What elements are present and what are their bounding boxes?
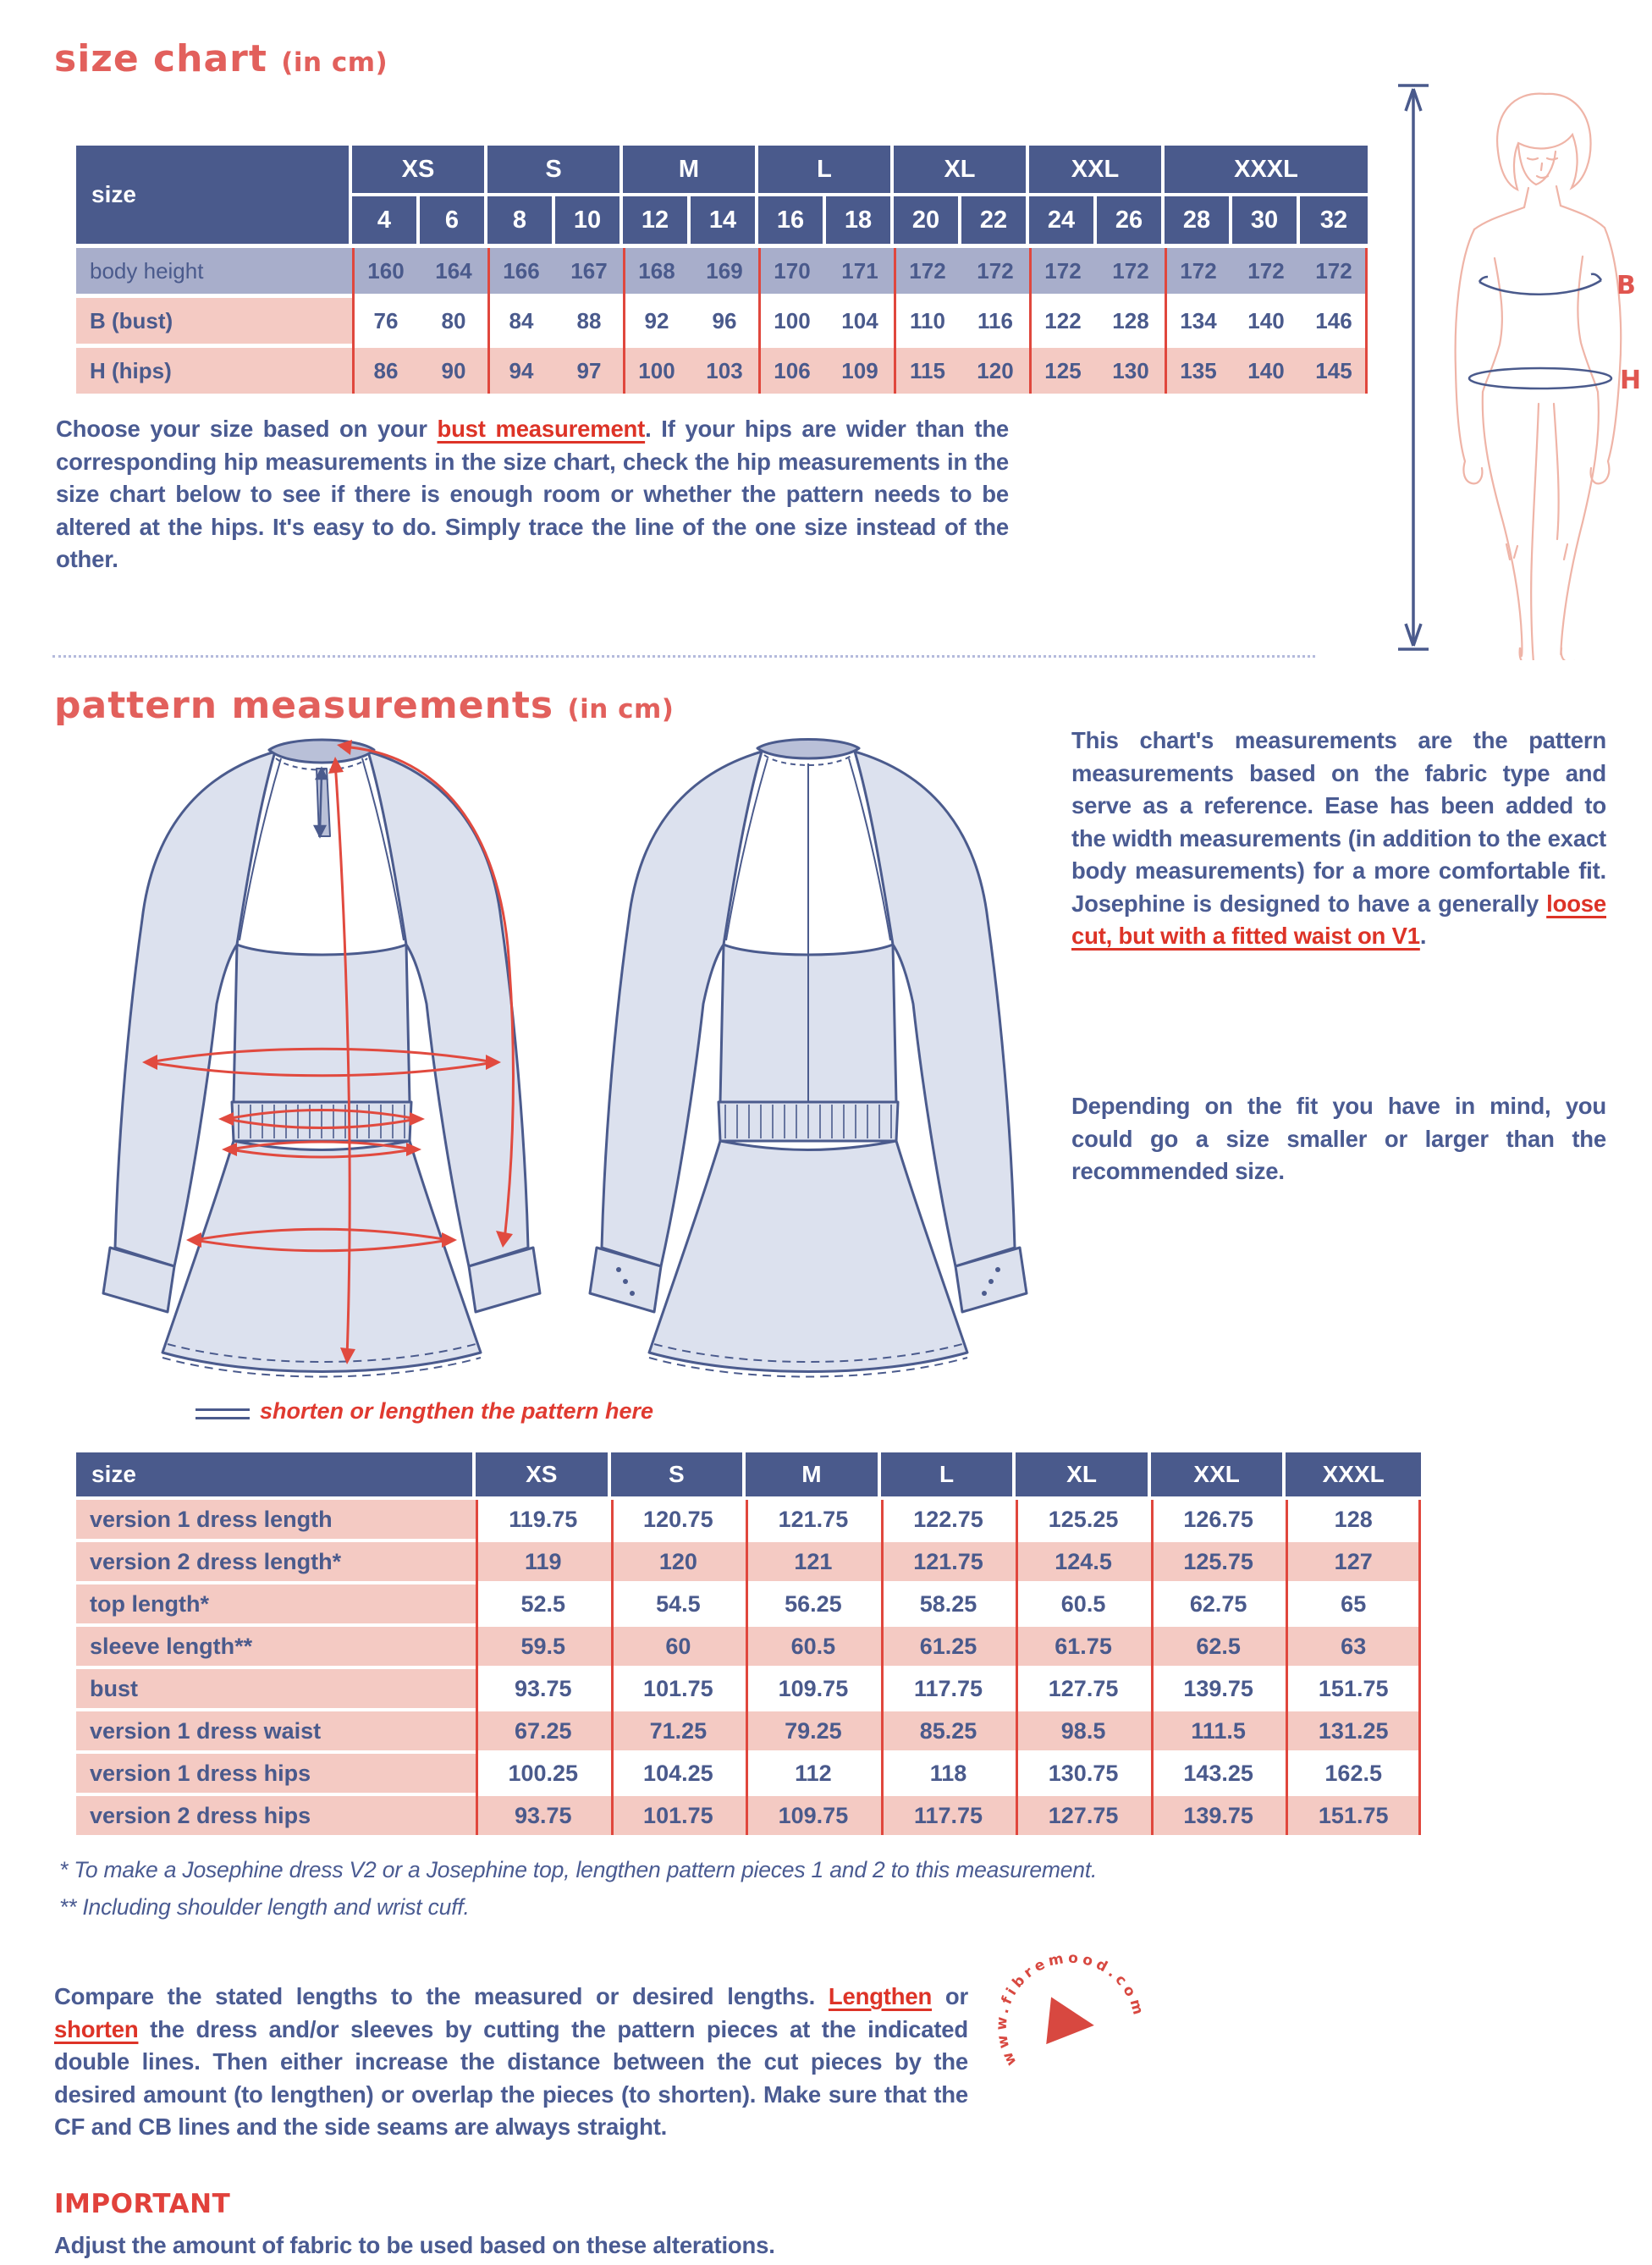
- size-chart-cell: 172: [1029, 248, 1097, 294]
- size-chart-cell: 146: [1300, 298, 1368, 344]
- size-chart-cell: 80: [420, 298, 487, 344]
- size-chart-header: [76, 146, 1368, 244]
- size-chart-cell: 172: [961, 248, 1029, 294]
- size-group-header: XL: [894, 146, 1029, 193]
- pattern-table-cell: 61.25: [881, 1627, 1016, 1666]
- body-height-arrow: [1398, 85, 1429, 649]
- pattern-table-cell: 131.25: [1286, 1711, 1421, 1750]
- bust-hip-lines: [1469, 274, 1611, 389]
- pattern-table-cell: 120.75: [611, 1500, 746, 1539]
- text-segment: This chart's measurements are the pattern measurements based on the fabric type and serve as a reference. Ease has been added to the width measurements (in addition to the exact body measurements) for a more comfortable fit. Josephine is designed to have a generally: [1071, 727, 1606, 917]
- pattern-table-cell: 100.25: [476, 1754, 611, 1793]
- size-number-header: 26: [1097, 196, 1165, 244]
- size-number-header: 6: [420, 196, 487, 244]
- pattern-table-cell: 119.75: [476, 1500, 611, 1539]
- red-column-divider: [623, 248, 625, 394]
- red-column-divider: [758, 248, 761, 394]
- size-chart-cell: 172: [1097, 248, 1165, 294]
- size-chart-cell: 172: [1232, 248, 1300, 294]
- size-chart-cell: 103: [691, 348, 758, 394]
- red-column-divider: [476, 1500, 478, 1835]
- size-chart-row-label: B (bust): [76, 298, 352, 344]
- size-number-header: 4: [352, 196, 420, 244]
- text-segment: .: [1419, 923, 1427, 949]
- pattern-table-cell: 52.5: [476, 1584, 611, 1623]
- pattern-table-cell: 127: [1286, 1542, 1421, 1581]
- logo-circular-text: www.fibremood.com: [993, 1949, 1148, 2069]
- size-chart-cell: 115: [894, 348, 961, 394]
- hips-label: H: [1620, 366, 1642, 395]
- size-chart-cell: 168: [623, 248, 691, 294]
- size-chart-cell: 170: [758, 248, 826, 294]
- footnote-2: ** Including shoulder length and wrist cuff.: [59, 1894, 470, 1920]
- size-chart-cell: 116: [961, 298, 1029, 344]
- pattern-table-cell: 63: [1286, 1627, 1421, 1666]
- size-number-header: 12: [623, 196, 691, 244]
- pattern-table-column-header: XS: [476, 1452, 611, 1496]
- text-segment: shorten: [54, 2015, 139, 2042]
- size-chart-row-label: body height: [76, 248, 352, 294]
- size-chart-title: [54, 37, 388, 80]
- pattern-table-cell: 101.75: [611, 1796, 746, 1835]
- pattern-measurements-table: [76, 1452, 1421, 1835]
- pattern-table-cell: 119: [476, 1542, 611, 1581]
- pattern-table-cell: 118: [881, 1754, 1016, 1793]
- text-segment: Choose your size based on your: [56, 416, 438, 442]
- size-chart-cell: 130: [1097, 348, 1165, 394]
- size-advice-paragraph: [56, 413, 1009, 576]
- alteration-instructions-paragraph: [54, 1981, 968, 2144]
- size-chart-cell: 167: [555, 248, 623, 294]
- size-chart-cell: 134: [1165, 298, 1232, 344]
- size-group-header: M: [623, 146, 758, 193]
- pattern-table-cell: 120: [611, 1542, 746, 1581]
- pattern-table-column-header: M: [746, 1452, 881, 1496]
- pattern-table-cell: 151.75: [1286, 1669, 1421, 1708]
- pattern-table-cell: 56.25: [746, 1584, 881, 1623]
- size-number-header: 28: [1165, 196, 1232, 244]
- pattern-table-row-label: version 2 dress hips: [76, 1796, 476, 1835]
- pattern-table-cell: 130.75: [1016, 1754, 1151, 1793]
- pattern-table-row-label: version 2 dress length*: [76, 1542, 476, 1581]
- pattern-title-unit: (in cm): [567, 694, 675, 725]
- text-segment: bust measurement: [437, 416, 646, 442]
- size-chart-cell: 106: [758, 348, 826, 394]
- pattern-table-cell: 125.25: [1016, 1500, 1151, 1539]
- body-measurement-figure: [1379, 80, 1652, 660]
- pattern-table-cell: 127.75: [1016, 1796, 1151, 1835]
- pattern-table-cell: 139.75: [1151, 1796, 1286, 1835]
- pattern-table-cell: 61.75: [1016, 1627, 1151, 1666]
- pattern-table-cell: 125.75: [1151, 1542, 1286, 1581]
- dotted-divider: [52, 655, 1315, 658]
- size-chart-cell: 172: [894, 248, 961, 294]
- pattern-table-cell: 128: [1286, 1500, 1421, 1539]
- size-number-header: 16: [758, 196, 826, 244]
- pattern-table-cell: 85.25: [881, 1711, 1016, 1750]
- pattern-table-cell: 121.75: [881, 1542, 1016, 1581]
- size-chart-table: [76, 146, 1368, 394]
- pattern-table-column-header: S: [611, 1452, 746, 1496]
- pattern-table-column-header: L: [881, 1452, 1016, 1496]
- pattern-table-cell: 139.75: [1151, 1669, 1286, 1708]
- size-chart-cell: 100: [623, 348, 691, 394]
- size-chart-cell: 128: [1097, 298, 1165, 344]
- pattern-table-cell: 109.75: [746, 1796, 881, 1835]
- size-number-header: 14: [691, 196, 758, 244]
- dress-back-illustration: [590, 740, 1027, 1377]
- pattern-info-paragraph-2: Depending on the fit you have in mind, you could go a size smaller or larger than the recommended size.: [1071, 1093, 1606, 1184]
- size-number-header: 22: [961, 196, 1029, 244]
- text-segment: or: [932, 1983, 969, 2009]
- size-chart-cell: 90: [420, 348, 487, 394]
- size-number-header: 24: [1029, 196, 1097, 244]
- pattern-table-cell: 54.5: [611, 1584, 746, 1623]
- size-chart-row-label: H (hips): [76, 348, 352, 394]
- pattern-table-row: [76, 1542, 1421, 1581]
- size-chart-row: [76, 348, 1368, 394]
- pattern-info-paragraph-1: [1071, 725, 1606, 953]
- size-chart-cell: 122: [1029, 298, 1097, 344]
- pattern-table-cell: 112: [746, 1754, 881, 1793]
- size-chart-title-text: size chart: [54, 37, 267, 80]
- size-chart-cell: 88: [555, 298, 623, 344]
- pattern-table-cell: 162.5: [1286, 1754, 1421, 1793]
- size-chart-cell: 172: [1300, 248, 1368, 294]
- pattern-table-cell: 109.75: [746, 1669, 881, 1708]
- size-chart-cell: 140: [1232, 348, 1300, 394]
- pattern-table-cell: 122.75: [881, 1500, 1016, 1539]
- size-chart-cell: 84: [487, 298, 555, 344]
- pattern-table-cell: 58.25: [881, 1584, 1016, 1623]
- size-chart-cell: 92: [623, 298, 691, 344]
- pattern-table-row-label: version 1 dress length: [76, 1500, 476, 1539]
- size-chart-cell: 86: [352, 348, 420, 394]
- red-column-divider: [746, 1500, 748, 1835]
- size-group-header: XXXL: [1165, 146, 1368, 193]
- pattern-table-cell: 62.5: [1151, 1627, 1286, 1666]
- footnote-1: * To make a Josephine dress V2 or a Josephine top, lengthen pattern pieces 1 and 2 to this measurement.: [59, 1857, 1098, 1882]
- pattern-table-column-header: XXXL: [1286, 1452, 1421, 1496]
- size-chart-cell: 76: [352, 298, 420, 344]
- size-chart-cell: 164: [420, 248, 487, 294]
- red-column-divider: [1365, 248, 1368, 394]
- text-segment: loose cut, but with a fitted waist on V1: [1071, 890, 1606, 949]
- size-number-header: 10: [555, 196, 623, 244]
- pattern-table-cell: 124.5: [1016, 1542, 1151, 1581]
- dress-technical-drawings: [68, 725, 1041, 1393]
- body-figure-outline: [1456, 94, 1622, 660]
- svg-text:www.fibremood.com: [993, 1949, 1147, 2068]
- pattern-table-cell: 151.75: [1286, 1796, 1421, 1835]
- text-segment: Compare the stated lengths to the measured or desired lengths.: [54, 1983, 829, 2009]
- red-column-divider: [1029, 248, 1032, 394]
- size-chart-cell: 120: [961, 348, 1029, 394]
- pattern-measurements-title: [54, 684, 674, 727]
- pattern-table-cell: 65: [1286, 1584, 1421, 1623]
- pattern-table-cell: 143.25: [1151, 1754, 1286, 1793]
- size-chart-cell: 135: [1165, 348, 1232, 394]
- pattern-table-cell: 60.5: [746, 1627, 881, 1666]
- size-chart-cell: 145: [1300, 348, 1368, 394]
- size-chart-cell: 104: [826, 298, 894, 344]
- size-chart-cell: 100: [758, 298, 826, 344]
- logo-triangle-icon: [1046, 1997, 1097, 2048]
- pattern-table-cell: 59.5: [476, 1627, 611, 1666]
- important-heading: IMPORTANT: [54, 2189, 231, 2219]
- pattern-table-cell: 101.75: [611, 1669, 746, 1708]
- pattern-table-row: [76, 1627, 1421, 1666]
- pattern-table-cell: 104.25: [611, 1754, 746, 1793]
- size-number-header: 8: [487, 196, 555, 244]
- pattern-table-cell: 127.75: [1016, 1669, 1151, 1708]
- pattern-table-row: [76, 1796, 1421, 1835]
- pattern-table-cell: 93.75: [476, 1796, 611, 1835]
- size-chart-unit: (in cm): [281, 47, 388, 78]
- size-chart-cell: 166: [487, 248, 555, 294]
- double-line-symbol: [195, 1408, 250, 1425]
- pattern-table-corner-label: size: [76, 1452, 476, 1496]
- size-chart-cell: 169: [691, 248, 758, 294]
- size-number-header: 20: [894, 196, 961, 244]
- pattern-table-row-label: bust: [76, 1669, 476, 1708]
- pattern-table-row-label: version 1 dress hips: [76, 1754, 476, 1793]
- pattern-table-row-label: sleeve length**: [76, 1627, 476, 1666]
- text-segment: Lengthen: [828, 1983, 933, 2009]
- red-column-divider: [894, 248, 896, 394]
- size-chart-cell: 160: [352, 248, 420, 294]
- size-group-header: L: [758, 146, 894, 193]
- red-column-divider: [1286, 1500, 1288, 1835]
- pattern-table-cell: 93.75: [476, 1669, 611, 1708]
- size-number-header: 30: [1232, 196, 1300, 244]
- pattern-table-cell: 62.75: [1151, 1584, 1286, 1623]
- pattern-table-row: [76, 1754, 1421, 1793]
- red-column-divider: [1016, 1500, 1018, 1835]
- red-column-divider: [487, 248, 490, 394]
- dress-front-illustration: [103, 740, 540, 1377]
- size-chart-row: [76, 298, 1368, 344]
- red-column-divider: [352, 248, 355, 394]
- size-group-header: XS: [352, 146, 487, 193]
- size-chart-cell: 110: [894, 298, 961, 344]
- size-number-header: 32: [1300, 196, 1368, 244]
- pattern-table-cell: 121.75: [746, 1500, 881, 1539]
- size-chart-cell: 171: [826, 248, 894, 294]
- size-number-header: 18: [826, 196, 894, 244]
- red-column-divider: [611, 1500, 614, 1835]
- size-chart-corner-label: size: [76, 146, 352, 244]
- pattern-table-cell: 121: [746, 1542, 881, 1581]
- size-group-header: XXL: [1029, 146, 1165, 193]
- pattern-table-cell: 67.25: [476, 1711, 611, 1750]
- pattern-table-cell: 117.75: [881, 1796, 1016, 1835]
- pattern-table-row-label: version 1 dress waist: [76, 1711, 476, 1750]
- size-chart-row: [76, 248, 1368, 294]
- size-chart-cell: 97: [555, 348, 623, 394]
- size-group-header: S: [487, 146, 623, 193]
- pattern-table-row: [76, 1500, 1421, 1539]
- pattern-table-cell: 98.5: [1016, 1711, 1151, 1750]
- pattern-table-cell: 111.5: [1151, 1711, 1286, 1750]
- size-chart-cell: 140: [1232, 298, 1300, 344]
- important-text: Adjust the amount of fabric to be used based on these alterations.: [54, 2232, 775, 2258]
- pattern-table-row-label: top length*: [76, 1584, 476, 1623]
- red-column-divider: [1151, 1500, 1154, 1835]
- text-segment: the dress and/or sleeves by cutting the pattern pieces at the indicated double lines. Then either increase the distance between the cut pieces by the desired amount (to lengthen) or overlap the pieces (to shorten). Make sure that the CF and CB lines and the side seams are always straight.: [54, 2015, 968, 2140]
- pattern-table-cell: 60.5: [1016, 1584, 1151, 1623]
- red-column-divider: [1165, 248, 1167, 394]
- red-column-divider: [881, 1500, 884, 1835]
- pattern-table-cell: 126.75: [1151, 1500, 1286, 1539]
- pattern-table-row: [76, 1669, 1421, 1708]
- pattern-table-cell: 71.25: [611, 1711, 746, 1750]
- pattern-table-cell: 79.25: [746, 1711, 881, 1750]
- fibremood-logo: [986, 1943, 1155, 2112]
- size-chart-cell: 109: [826, 348, 894, 394]
- text-segment: . If your hips are wider than the corresponding hip measurements in the size chart, check the hip measurements in the size chart below to see if there is enough room or whether the pattern needs to be altered at the hips. It's easy to do. Simply trace the line of the one size instead of the other.: [56, 416, 1010, 572]
- pattern-table-cell: 117.75: [881, 1669, 1016, 1708]
- pattern-title-text: pattern measurements: [54, 684, 554, 727]
- pattern-table-column-header: XXL: [1151, 1452, 1286, 1496]
- pattern-table-row: [76, 1711, 1421, 1750]
- shorten-lengthen-note: shorten or lengthen the pattern here: [260, 1398, 654, 1424]
- red-column-divider: [1418, 1500, 1421, 1835]
- bust-label: B: [1616, 271, 1636, 300]
- size-chart-cell: 94: [487, 348, 555, 394]
- pattern-table-header: [76, 1452, 1421, 1496]
- pattern-table-column-header: XL: [1016, 1452, 1151, 1496]
- size-chart-cell: 125: [1029, 348, 1097, 394]
- size-chart-cell: 172: [1165, 248, 1232, 294]
- pattern-table-row: [76, 1584, 1421, 1623]
- size-chart-cell: 96: [691, 298, 758, 344]
- pattern-table-cell: 60: [611, 1627, 746, 1666]
